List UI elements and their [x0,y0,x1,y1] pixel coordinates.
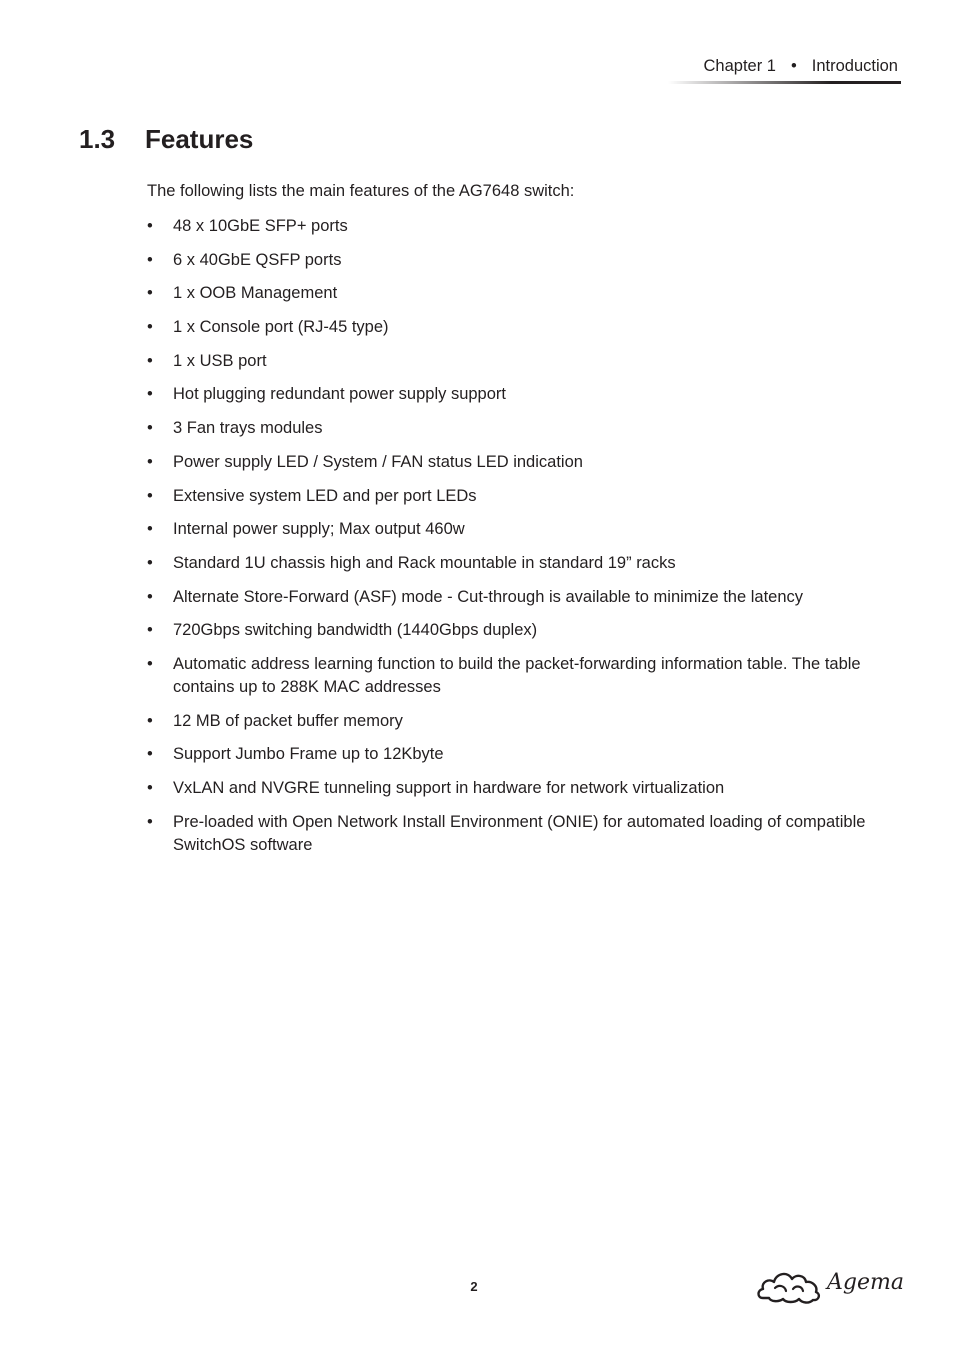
bullet-marker: • [147,318,153,337]
feature-item [147,485,877,508]
bullet-marker: • [147,486,153,505]
feature-text: Pre-loaded with Open Network Install Environment (ONIE) for automated loading of compatible SwitchOS software [173,812,866,854]
feature-item [147,451,877,474]
feature-text: 6 x 40GbE QSFP ports [173,250,342,269]
feature-text: 1 x OOB Management [173,284,338,303]
feature-item [147,552,877,575]
feature-text: 1 x USB port [173,351,267,370]
feature-text: 3 Fan trays modules [173,419,323,438]
feature-text: Extensive system LED and per port LEDs [173,486,477,505]
feature-text: 720Gbps switching bandwidth (1440Gbps duplex) [173,621,538,640]
feature-item [147,653,877,699]
bullet-marker: • [147,217,153,235]
logo-wordmark: Agema [827,1270,904,1295]
bullet-marker: • [147,621,153,640]
feature-item [147,215,877,238]
section-number: 1.3 [79,124,116,154]
bullet-marker: • [147,452,153,471]
bullet-marker: • [147,587,153,606]
page-number: 2 [470,1279,478,1294]
feature-item [147,710,877,733]
bullet-marker: • [147,284,153,303]
bullet-marker: • [147,419,153,438]
feature-text: 1 x Console port (RJ-45 type) [173,318,389,337]
feature-item [147,619,877,642]
feature-item [147,282,877,305]
brand-logo [755,1264,915,1306]
feature-text: Support Jumbo Frame up to 12Kbyte [173,745,444,764]
section-heading [79,124,253,155]
feature-text: 12 MB of packet buffer memory [173,711,403,730]
feature-text: VxLAN and NVGRE tunneling support in hardware for network virtualization [173,779,725,797]
feature-item [147,316,877,339]
feature-item [147,249,877,272]
feature-text: Alternate Store-Forward (ASF) mode - Cut-through is available to minimize the latency [173,587,804,606]
feature-text: Hot plugging redundant power supply support [173,385,506,404]
bullet-marker: • [147,711,153,730]
feature-item [147,383,877,406]
bullet-marker: • [147,779,153,797]
bullet-marker: • [147,520,153,539]
feature-text: 48 x 10GbE SFP+ ports [173,217,348,235]
feature-item [147,777,877,800]
feature-list [147,215,877,867]
header-rule [668,81,901,84]
intro-paragraph: The following lists the main features of the AG7648 switch: [147,182,575,200]
bullet-marker: • [147,745,153,764]
header-chapter: Chapter 1 [703,57,776,75]
feature-text: Power supply LED / System / FAN status LED indication [173,452,583,471]
feature-text: Automatic address learning function to build the packet-forwarding information table. The table contains up to 288K MAC addresses [173,654,861,696]
feature-item [147,743,877,766]
bullet-marker: • [147,812,153,831]
bullet-marker: • [147,351,153,370]
feature-text: Standard 1U chassis high and Rack mountable in standard 19” racks [173,553,676,572]
feature-item [147,811,877,857]
bullet-marker: • [147,385,153,404]
feature-item [147,417,877,440]
feature-item [147,518,877,541]
bullet-marker: • [147,250,153,269]
header-separator: • [790,57,797,75]
bullet-marker: • [147,553,153,572]
bullet-marker: • [147,654,153,673]
feature-item [147,586,877,609]
header-section: Introduction [811,57,898,75]
running-header [704,57,898,76]
section-title: Features [145,124,254,154]
feature-text: Internal power supply; Max output 460w [173,520,465,539]
cloud-logo-icon [755,1264,825,1304]
feature-item [147,350,877,373]
